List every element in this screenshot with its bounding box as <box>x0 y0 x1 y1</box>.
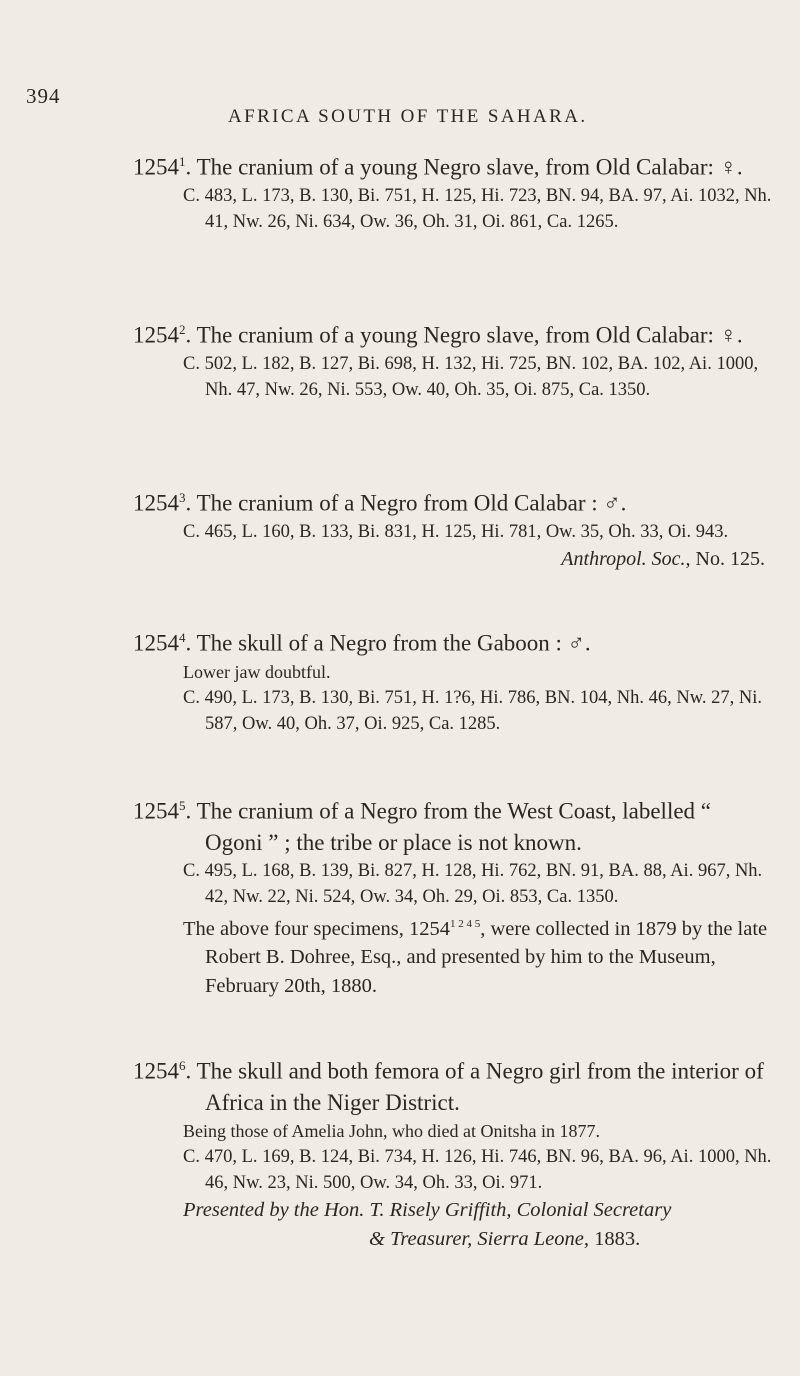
entry-number: 1254 <box>133 798 179 824</box>
entry-title-text: . The skull of a Negro from the Gaboon : ♂. <box>185 630 591 656</box>
entry-title <box>133 314 773 351</box>
entry-title <box>133 790 773 858</box>
entry-1254-4 <box>133 622 773 737</box>
presented-by-line-2 <box>183 1225 773 1254</box>
entry-superscript: 2 <box>179 322 186 337</box>
entry-superscript: 6 <box>179 1058 186 1073</box>
presented-by-place: & Treasurer, Sierra Leone, <box>369 1227 590 1250</box>
entry-1254-5 <box>133 790 773 1001</box>
entry-title <box>133 482 773 519</box>
entry-superscript: 5 <box>179 798 186 813</box>
entry-note: Lower jaw doubtful. <box>183 661 331 682</box>
entry-1254-3 <box>133 482 773 573</box>
entry-title-text: . The cranium of a young Negro slave, from Old Calabar: ♀. <box>185 322 743 348</box>
entry-title <box>133 622 773 659</box>
entry-measurements: C. 490, L. 173, B. 130, Bi. 751, H. 1?6, Hi. 786, BN. 104, Nh. 46, Nw. 27, Ni. 587, Ow. 40, Oh. 37, Oi. 925, Ca. 1285. <box>183 687 762 734</box>
presented-by-line-1: Presented by the Hon. T. Risely Griffith, Colonial Secretary <box>183 1198 672 1221</box>
collection-note-superscript: 1 2 4 5 <box>450 917 481 930</box>
entry-title <box>133 1050 773 1118</box>
source-number: No. 125. <box>690 547 765 570</box>
entry-number: 1254 <box>133 154 179 180</box>
page-number: 394 <box>26 84 61 108</box>
entry-1254-1 <box>133 146 773 235</box>
collection-note <box>133 910 773 1002</box>
collection-note-start: The above four specimens, 1254 <box>183 917 450 940</box>
entry-superscript: 3 <box>179 490 186 505</box>
entry-superscript: 4 <box>179 630 186 645</box>
source-name: Anthropol. Soc., <box>561 547 691 570</box>
entry-number: 1254 <box>133 490 179 516</box>
entry-1254-2 <box>133 314 773 403</box>
entry-title-text: . The cranium of a Negro from Old Calabar : ♂. <box>185 490 627 516</box>
entry-source <box>133 545 773 573</box>
entry-number: 1254 <box>133 322 179 348</box>
running-head: AFRICA SOUTH OF THE SAHARA. <box>228 106 588 127</box>
entry-number: 1254 <box>133 1058 179 1084</box>
collection-note-end: , were collected in 1879 by the late Robert B. Dohree, Esq., and presented by him to the Museum, February 20th, 1880. <box>205 917 768 998</box>
entry-measurements: C. 495, L. 168, B. 139, Bi. 827, H. 128, Hi. 762, BN. 91, BA. 88, Ai. 967, Nh. 42, Nw. 22, Ni. 524, Ow. 34, Oh. 29, Oi. 853, Ca. 1350. <box>183 860 763 907</box>
entry-title-text: . The skull and both femora of a Negro girl from the interior of Africa in the Niger District. <box>185 1058 764 1115</box>
entry-title <box>133 146 773 183</box>
presented-by <box>133 1196 773 1254</box>
presented-by-year: 1883. <box>589 1227 641 1250</box>
entry-number: 1254 <box>133 630 179 656</box>
entry-measurements: C. 465, L. 160, B. 133, Bi. 831, H. 125, Hi. 781, Ow. 35, Oh. 33, Oi. 943. <box>183 521 729 542</box>
entry-measurements: C. 470, L. 169, B. 124, Bi. 734, H. 126, Hi. 746, BN. 96, BA. 96, Ai. 1000, Nh. 46, Nw. 23, Ni. 500, Ow. 34, Oh. 33, Oi. 971. <box>183 1146 772 1193</box>
entry-title-text: . The cranium of a Negro from the West Coast, labelled “ Ogoni ” ; the tribe or place is not known. <box>185 798 711 855</box>
entry-measurements: C. 483, L. 173, B. 130, Bi. 751, H. 125, Hi. 723, BN. 94, BA. 97, Ai. 1032, Nh. 41, Nw. 26, Ni. 634, Ow. 36, Oh. 31, Oi. 861, Ca. 1265. <box>183 185 772 232</box>
entry-1254-6 <box>133 1050 773 1254</box>
entry-measurements: C. 502, L. 182, B. 127, Bi. 698, H. 132, Hi. 725, BN. 102, BA. 102, Ai. 1000, Nh. 47, Nw. 26, Ni. 553, Ow. 40, Oh. 35, Oi. 875, Ca. 1350. <box>183 353 759 400</box>
entry-note: Being those of Amelia John, who died at Onitsha in 1877. <box>183 1120 600 1141</box>
entry-title-text: . The cranium of a young Negro slave, from Old Calabar: ♀. <box>185 154 743 180</box>
entry-superscript: 1 <box>179 154 186 169</box>
